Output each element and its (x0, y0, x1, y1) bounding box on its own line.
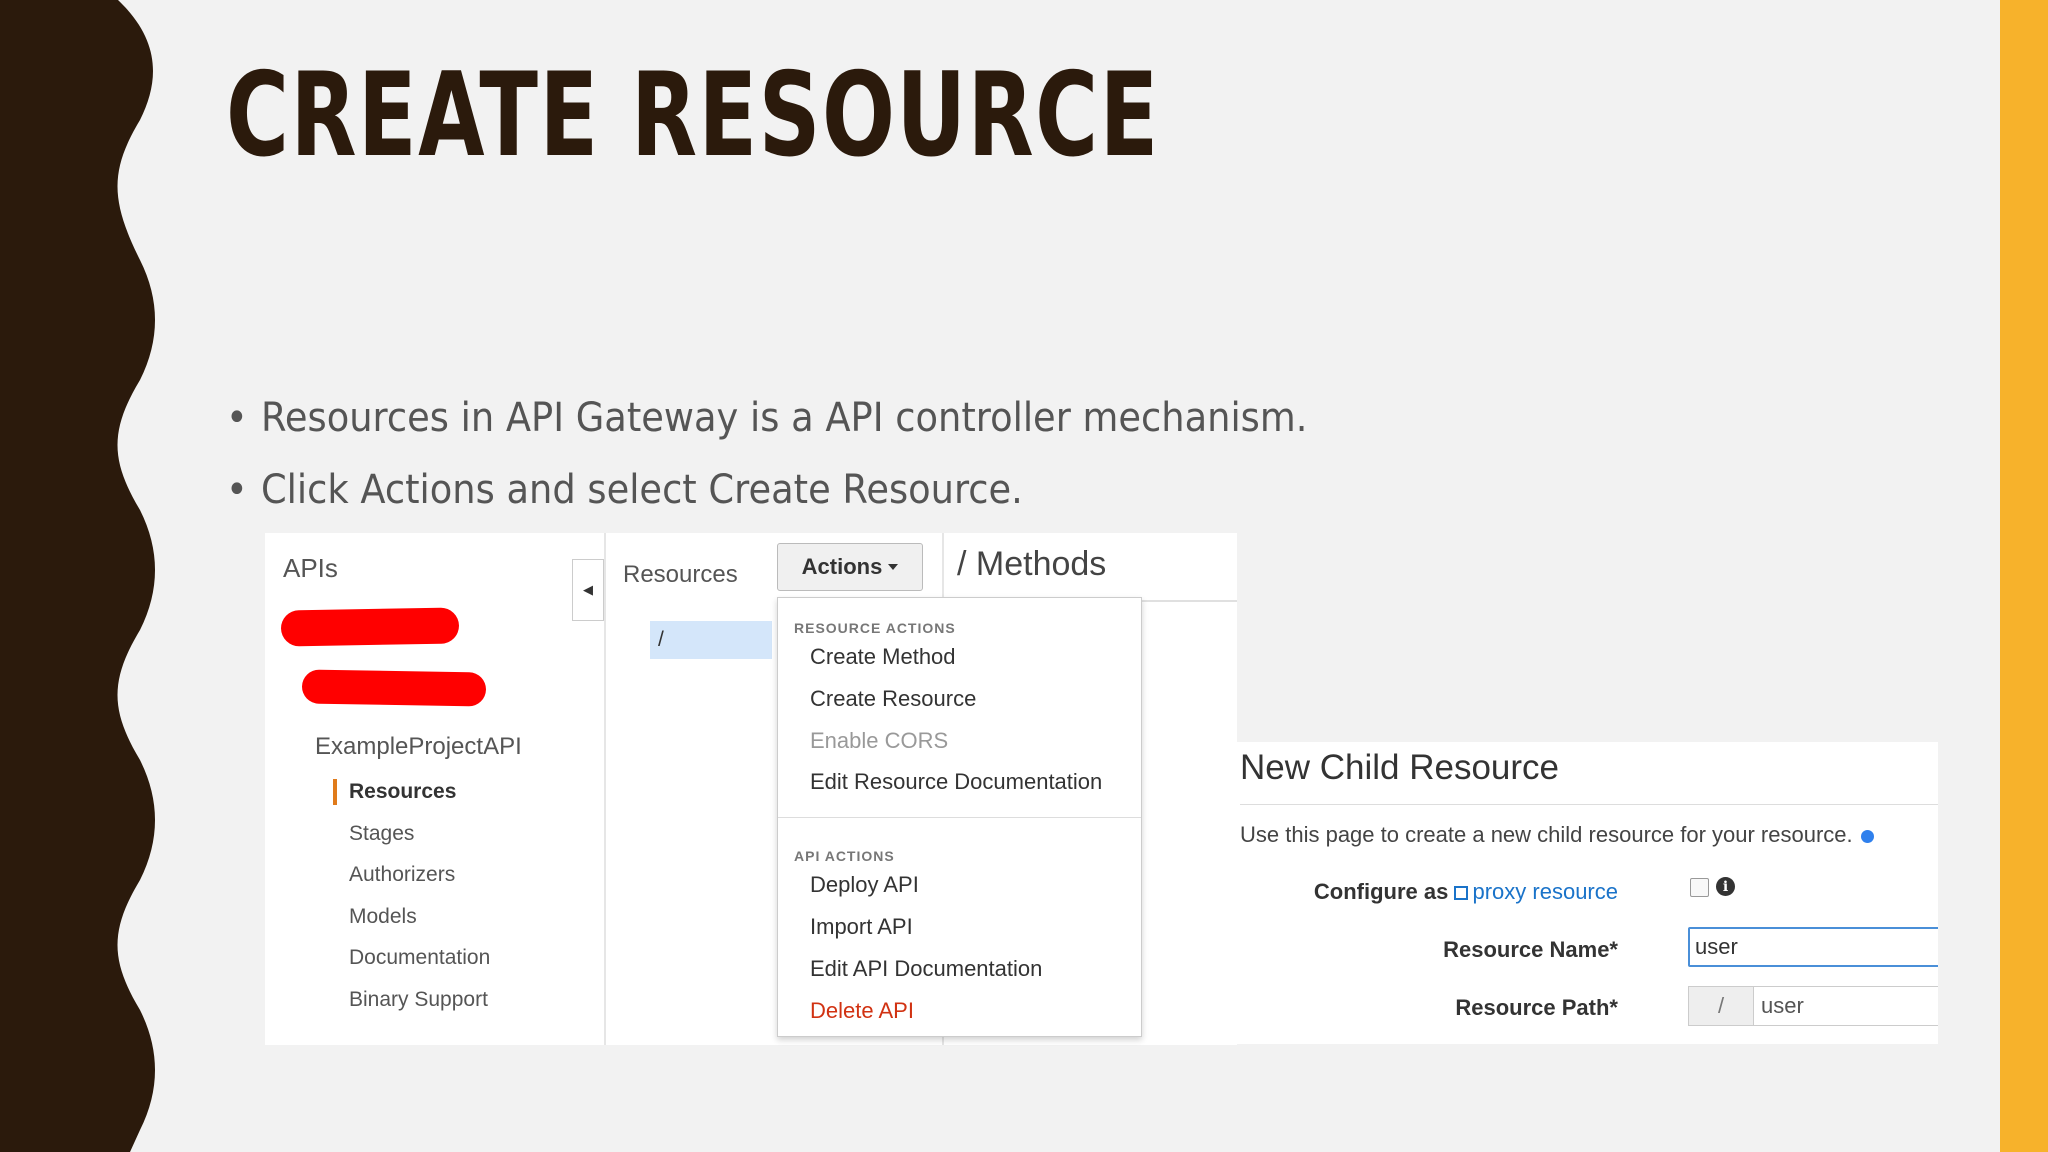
actions-button-label: Actions (801, 554, 883, 579)
menu-item-enable-cors[interactable]: Enable CORS (810, 728, 949, 753)
caret-left-icon: ◀ (583, 582, 593, 597)
bullet-list (226, 382, 1401, 526)
menu-separator (778, 817, 1141, 818)
proxy-resource-link[interactable] (1454, 879, 1618, 904)
configure-as-label (1314, 879, 1618, 905)
menu-item-edit-resource-documentation[interactable]: Edit Resource Documentation (810, 769, 1103, 794)
menu-item-create-method[interactable]: Create Method (810, 644, 956, 669)
external-link-icon (1454, 886, 1468, 900)
collapse-sidebar-button[interactable] (572, 559, 604, 621)
panel-divider (604, 533, 606, 1045)
resource-path-value: user (1761, 993, 1804, 1018)
nav-item-models[interactable]: Models (349, 904, 417, 928)
description-text: Use this page to create a new child resource for your resource. (1240, 822, 1853, 847)
api-actions-header: API ACTIONS (794, 848, 895, 864)
resource-name-label: Resource Name* (1443, 937, 1618, 962)
menu-item-deploy-api[interactable]: Deploy API (810, 872, 919, 897)
redaction-mark (281, 607, 460, 646)
nav-item-binary-support[interactable]: Binary Support (349, 987, 488, 1011)
proxy-resource-link-text: proxy resource (1472, 879, 1618, 904)
redaction-mark (302, 669, 487, 706)
actions-dropdown-menu (777, 597, 1142, 1037)
left-decorative-band (0, 0, 160, 1152)
actions-button[interactable] (777, 543, 923, 591)
project-name[interactable]: ExampleProjectAPI (315, 733, 522, 760)
info-icon[interactable]: i (1716, 877, 1735, 896)
page-description (1240, 822, 1874, 848)
menu-item-import-api[interactable]: Import API (810, 914, 913, 939)
menu-item-edit-api-documentation[interactable]: Edit API Documentation (810, 956, 1043, 981)
apis-title: APIs (283, 553, 338, 583)
resource-actions-header: RESOURCE ACTIONS (794, 620, 956, 636)
slide-title: CREATE RESOURCE (226, 48, 1160, 183)
resource-path-input[interactable] (1688, 986, 1938, 1026)
resource-path-label: Resource Path* (1455, 995, 1618, 1020)
chevron-down-icon (888, 564, 898, 570)
configure-as-text: Configure as (1313, 879, 1449, 904)
bullet-item: • Click Actions and select Create Resource. (226, 454, 1307, 526)
resource-name-input[interactable]: user (1688, 927, 1938, 967)
new-child-resource-screenshot (1236, 742, 1938, 1044)
resource-path-prefix: / (1689, 987, 1754, 1025)
nav-item-documentation[interactable]: Documentation (349, 946, 491, 969)
api-nav (333, 771, 490, 1020)
title-divider (1240, 804, 1938, 805)
right-accent-bar (2000, 0, 2048, 1152)
nav-item-authorizers[interactable]: Authorizers (349, 863, 456, 886)
menu-item-create-resource[interactable]: Create Resource (810, 686, 977, 711)
methods-title: / Methods (957, 545, 1107, 583)
bullet-item: • Resources in API Gateway is a API controller mechanism. (226, 382, 1307, 454)
proxy-resource-checkbox[interactable] (1690, 878, 1709, 897)
new-child-resource-title: New Child Resource (1240, 748, 1560, 787)
resource-tree-item-root[interactable]: / (650, 621, 772, 659)
info-dot-icon (1861, 830, 1874, 843)
resources-label: Resources (623, 561, 738, 588)
api-gateway-console-screenshot (265, 533, 1237, 1045)
nav-item-stages[interactable]: Stages (349, 821, 415, 845)
nav-item-resources[interactable]: Resources (333, 771, 490, 813)
menu-item-delete-api[interactable]: Delete API (810, 998, 914, 1023)
